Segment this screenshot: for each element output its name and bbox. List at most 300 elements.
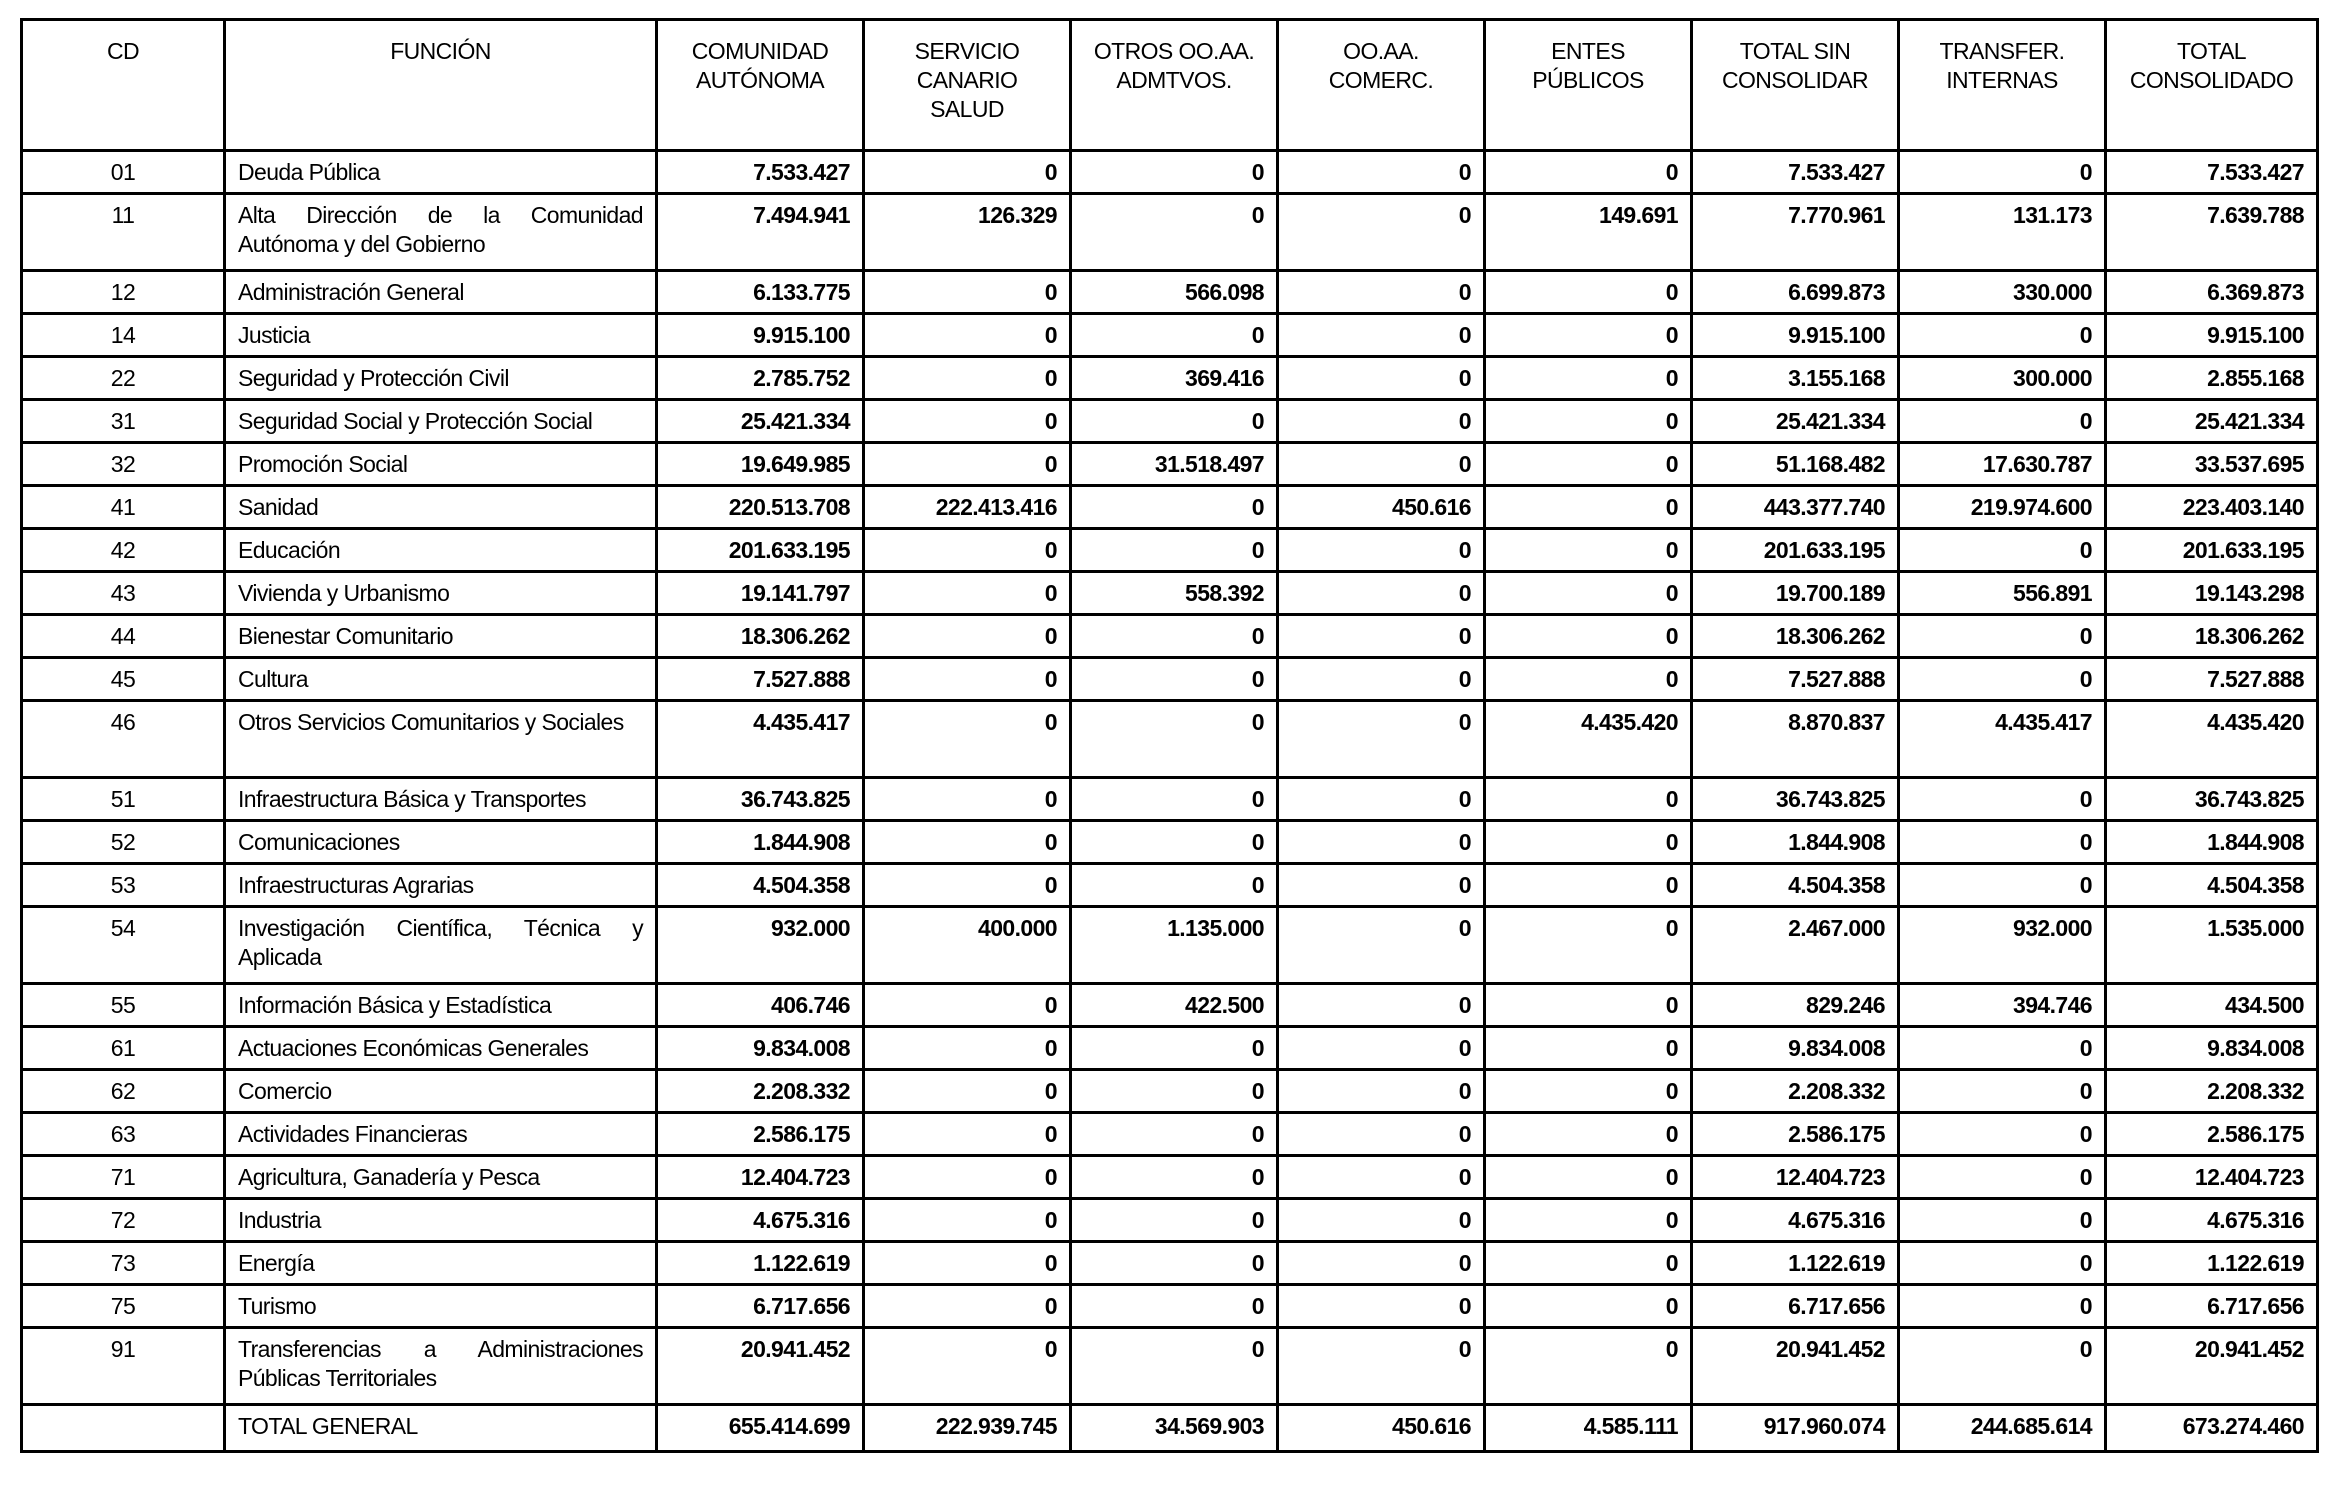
cell-value: 4.675.316 [657,1199,864,1242]
cell-cd: 43 [22,572,225,615]
cell-value: 0 [864,1113,1071,1156]
total-value: 673.274.460 [2106,1405,2318,1452]
cell-value: 0 [1278,1113,1485,1156]
cell-funcion: Educación [225,529,657,572]
cell-funcion: Seguridad y Protección Civil [225,357,657,400]
table-row [22,615,2318,658]
cell-value: 0 [1485,821,1692,864]
cell-cd: 71 [22,1156,225,1199]
cell-value: 0 [1071,864,1278,907]
cell-value: 6.717.656 [657,1285,864,1328]
cell-value: 0 [1278,1199,1485,1242]
cell-value: 422.500 [1071,984,1278,1027]
cell-value: 0 [1071,1070,1278,1113]
cell-value: 0 [1485,314,1692,357]
cell-value: 0 [1899,1199,2106,1242]
cell-funcion: Agricultura, Ganadería y Pesca [225,1156,657,1199]
cell-value: 51.168.482 [1692,443,1899,486]
cell-value: 369.416 [1071,357,1278,400]
cell-value: 443.377.740 [1692,486,1899,529]
cell-value: 0 [864,1285,1071,1328]
cell-cd: 22 [22,357,225,400]
cell-cd: 72 [22,1199,225,1242]
cell-value: 4.504.358 [2106,864,2318,907]
cell-value: 400.000 [864,907,1071,984]
cell-value: 0 [1485,1285,1692,1328]
table-row [22,658,2318,701]
cell-value: 7.527.888 [657,658,864,701]
cell-funcion: Bienestar Comunitario [225,615,657,658]
cell-value: 4.435.420 [1485,701,1692,778]
table-row [22,1113,2318,1156]
table-row [22,314,2318,357]
cell-funcion: Comercio [225,1070,657,1113]
cell-value: 0 [1071,1242,1278,1285]
cell-value: 0 [1485,357,1692,400]
header-row [22,20,2318,151]
cell-value: 0 [1278,314,1485,357]
budget-sheet [20,18,2316,1453]
cell-value: 0 [1485,1113,1692,1156]
cell-value: 0 [1485,443,1692,486]
cell-value: 0 [1278,778,1485,821]
cell-value: 36.743.825 [657,778,864,821]
cell-cd: 44 [22,615,225,658]
cell-value: 1.844.908 [1692,821,1899,864]
header-funcion: FUNCIÓN [225,20,657,151]
cell-value: 19.700.189 [1692,572,1899,615]
cell-value: 0 [1899,529,2106,572]
total-value: 655.414.699 [657,1405,864,1452]
cell-cd: 62 [22,1070,225,1113]
cell-value: 3.155.168 [1692,357,1899,400]
cell-funcion: Turismo [225,1285,657,1328]
cell-value: 0 [1485,529,1692,572]
total-value: 34.569.903 [1071,1405,1278,1452]
cell-value: 0 [1278,572,1485,615]
table-row [22,400,2318,443]
cell-value: 0 [1071,400,1278,443]
cell-value: 201.633.195 [2106,529,2318,572]
cell-value: 0 [1071,194,1278,271]
cell-value: 434.500 [2106,984,2318,1027]
cell-value: 0 [1278,1027,1485,1070]
cell-value: 932.000 [1899,907,2106,984]
cell-funcion: Alta Dirección de la Comunidad Autónoma y del Gobierno [225,194,657,271]
cell-value: 0 [864,1199,1071,1242]
cell-value: 0 [1485,1242,1692,1285]
cell-funcion: Administración General [225,271,657,314]
total-label: TOTAL GENERAL [225,1405,657,1452]
cell-funcion: Industria [225,1199,657,1242]
cell-value: 0 [864,821,1071,864]
cell-value: 1.844.908 [2106,821,2318,864]
cell-cd: 41 [22,486,225,529]
cell-value: 0 [1485,271,1692,314]
cell-value: 450.616 [1278,486,1485,529]
cell-value: 0 [1278,821,1485,864]
cell-value: 0 [1071,778,1278,821]
cell-value: 33.537.695 [2106,443,2318,486]
cell-value: 7.533.427 [1692,151,1899,194]
cell-value: 6.717.656 [1692,1285,1899,1328]
cell-value: 0 [864,1328,1071,1405]
cell-value: 0 [864,572,1071,615]
cell-value: 0 [1899,1242,2106,1285]
cell-value: 4.435.420 [2106,701,2318,778]
cell-value: 0 [1899,615,2106,658]
cell-cd: 12 [22,271,225,314]
cell-value: 1.122.619 [657,1242,864,1285]
table-row [22,529,2318,572]
cell-cd: 14 [22,314,225,357]
cell-value: 0 [864,443,1071,486]
table-row [22,984,2318,1027]
cell-value: 0 [1278,529,1485,572]
table-row [22,1156,2318,1199]
cell-value: 0 [864,778,1071,821]
cell-cd: 46 [22,701,225,778]
cell-funcion: Comunicaciones [225,821,657,864]
cell-value: 7.533.427 [657,151,864,194]
table-row [22,194,2318,271]
cell-value: 9.915.100 [2106,314,2318,357]
cell-value: 19.143.298 [2106,572,2318,615]
cell-value: 0 [1071,529,1278,572]
cell-value: 0 [1485,1199,1692,1242]
cell-value: 0 [1071,1285,1278,1328]
cell-value: 0 [1071,1199,1278,1242]
header-entes-publicos: ENTES PÚBLICOS [1485,20,1692,151]
table-row [22,701,2318,778]
cell-value: 0 [1278,400,1485,443]
cell-value: 0 [1899,1328,2106,1405]
cell-cd: 11 [22,194,225,271]
cell-cd: 53 [22,864,225,907]
cell-cd: 52 [22,821,225,864]
cell-value: 7.527.888 [2106,658,2318,701]
cell-value: 25.421.334 [1692,400,1899,443]
cell-value: 300.000 [1899,357,2106,400]
cell-value: 0 [864,271,1071,314]
cell-value: 0 [1899,151,2106,194]
cell-value: 0 [1485,864,1692,907]
cell-value: 9.834.008 [657,1027,864,1070]
cell-value: 2.586.175 [2106,1113,2318,1156]
cell-funcion: Infraestructura Básica y Transportes [225,778,657,821]
cell-value: 1.535.000 [2106,907,2318,984]
cell-value: 4.504.358 [657,864,864,907]
cell-value: 0 [1899,400,2106,443]
cell-funcion: Sanidad [225,486,657,529]
header-transfer-internas: TRANSFER. INTERNAS [1899,20,2106,151]
cell-value: 6.133.775 [657,271,864,314]
cell-value: 9.834.008 [2106,1027,2318,1070]
cell-value: 0 [864,1070,1071,1113]
cell-value: 2.785.752 [657,357,864,400]
cell-value: 0 [864,151,1071,194]
table-row [22,1027,2318,1070]
total-value: 4.585.111 [1485,1405,1692,1452]
cell-value: 0 [1485,572,1692,615]
cell-cd: 42 [22,529,225,572]
cell-value: 0 [1485,1027,1692,1070]
cell-value: 0 [1485,486,1692,529]
cell-value: 0 [1899,864,2106,907]
cell-value: 7.527.888 [1692,658,1899,701]
table-row [22,443,2318,486]
cell-value: 0 [1485,907,1692,984]
cell-value: 2.208.332 [2106,1070,2318,1113]
cell-value: 9.915.100 [657,314,864,357]
cell-value: 12.404.723 [1692,1156,1899,1199]
cell-value: 566.098 [1071,271,1278,314]
table-row [22,1328,2318,1405]
total-value: 450.616 [1278,1405,1485,1452]
table-row [22,271,2318,314]
total-value: 244.685.614 [1899,1405,2106,1452]
table-row [22,1242,2318,1285]
cell-value: 6.699.873 [1692,271,1899,314]
cell-value: 0 [1071,1027,1278,1070]
cell-value: 0 [1278,271,1485,314]
cell-value: 0 [1071,615,1278,658]
table-body [22,151,2318,1452]
cell-value: 18.306.262 [657,615,864,658]
cell-value: 7.770.961 [1692,194,1899,271]
cell-value: 0 [1278,907,1485,984]
cell-value: 223.403.140 [2106,486,2318,529]
cell-value: 4.435.417 [657,701,864,778]
cell-value: 829.246 [1692,984,1899,1027]
cell-cd: 63 [22,1113,225,1156]
cell-cd: 61 [22,1027,225,1070]
table-row [22,864,2318,907]
cell-value: 20.941.452 [1692,1328,1899,1405]
cell-value: 0 [1485,1156,1692,1199]
cell-value: 2.586.175 [1692,1113,1899,1156]
cell-value: 0 [1485,151,1692,194]
cell-funcion: Energía [225,1242,657,1285]
cell-value: 0 [864,314,1071,357]
cell-value: 0 [1278,443,1485,486]
cell-value: 0 [864,658,1071,701]
cell-value: 2.208.332 [1692,1070,1899,1113]
header-comunidad-autonoma: COMUNIDAD AUTÓNOMA [657,20,864,151]
cell-funcion: Otros Servicios Comunitarios y Sociales [225,701,657,778]
table-row [22,357,2318,400]
header-cd: CD [22,20,225,151]
cell-value: 9.915.100 [1692,314,1899,357]
cell-cd: 75 [22,1285,225,1328]
cell-value: 0 [1485,1328,1692,1405]
cell-value: 6.717.656 [2106,1285,2318,1328]
cell-value: 36.743.825 [2106,778,2318,821]
header-otros-ooaa-admtvos: OTROS OO.AA. ADMTVOS. [1071,20,1278,151]
total-cd [22,1405,225,1452]
cell-cd: 32 [22,443,225,486]
cell-value: 0 [1899,314,2106,357]
cell-value: 1.135.000 [1071,907,1278,984]
cell-value: 0 [1485,400,1692,443]
cell-value: 0 [1278,615,1485,658]
cell-value: 556.891 [1899,572,2106,615]
table-row [22,486,2318,529]
cell-value: 131.173 [1899,194,2106,271]
cell-value: 0 [864,357,1071,400]
cell-value: 0 [1485,658,1692,701]
cell-funcion: Información Básica y Estadística [225,984,657,1027]
cell-value: 0 [1278,1285,1485,1328]
cell-funcion: Promoción Social [225,443,657,486]
table-row [22,572,2318,615]
cell-value: 149.691 [1485,194,1692,271]
cell-value: 0 [1278,984,1485,1027]
cell-value: 18.306.262 [2106,615,2318,658]
cell-value: 0 [1071,701,1278,778]
cell-cd: 51 [22,778,225,821]
cell-funcion: Deuda Pública [225,151,657,194]
cell-value: 0 [864,1027,1071,1070]
cell-value: 0 [1899,821,2106,864]
cell-value: 12.404.723 [2106,1156,2318,1199]
cell-value: 4.675.316 [2106,1199,2318,1242]
cell-cd: 55 [22,984,225,1027]
cell-value: 0 [1485,615,1692,658]
cell-value: 0 [1071,821,1278,864]
cell-funcion: Transferencias a Administraciones Públicas Territoriales [225,1328,657,1405]
cell-value: 0 [1071,1156,1278,1199]
cell-cd: 54 [22,907,225,984]
cell-value: 0 [1071,151,1278,194]
cell-funcion: Actuaciones Económicas Generales [225,1027,657,1070]
cell-value: 0 [1485,778,1692,821]
cell-value: 0 [1278,658,1485,701]
cell-value: 0 [1278,1328,1485,1405]
cell-value: 0 [1071,1113,1278,1156]
cell-value: 0 [864,701,1071,778]
cell-value: 0 [1278,864,1485,907]
cell-funcion: Cultura [225,658,657,701]
table-row [22,1070,2318,1113]
cell-value: 0 [1071,314,1278,357]
header-servicio-canario-salud: SERVICIO CANARIO SALUD [864,20,1071,151]
cell-value: 0 [1899,1070,2106,1113]
cell-funcion: Investigación Científica, Técnica y Aplicada [225,907,657,984]
cell-value: 0 [864,1242,1071,1285]
cell-value: 0 [1071,1328,1278,1405]
cell-value: 0 [1899,778,2106,821]
cell-cd: 31 [22,400,225,443]
cell-value: 25.421.334 [2106,400,2318,443]
cell-cd: 45 [22,658,225,701]
cell-value: 0 [1899,1027,2106,1070]
total-value: 917.960.074 [1692,1405,1899,1452]
cell-value: 9.834.008 [1692,1027,1899,1070]
cell-funcion: Actividades Financieras [225,1113,657,1156]
cell-value: 1.844.908 [657,821,864,864]
cell-value: 0 [1278,194,1485,271]
cell-value: 8.870.837 [1692,701,1899,778]
cell-value: 0 [1278,1070,1485,1113]
cell-value: 0 [1278,357,1485,400]
cell-value: 31.518.497 [1071,443,1278,486]
cell-funcion: Seguridad Social y Protección Social [225,400,657,443]
cell-value: 7.639.788 [2106,194,2318,271]
table-row [22,151,2318,194]
cell-value: 0 [1278,151,1485,194]
cell-value: 17.630.787 [1899,443,2106,486]
cell-value: 1.122.619 [1692,1242,1899,1285]
cell-value: 4.435.417 [1899,701,2106,778]
cell-funcion: Infraestructuras Agrarias [225,864,657,907]
table-row [22,1199,2318,1242]
cell-cd: 91 [22,1328,225,1405]
table-row [22,778,2318,821]
cell-value: 0 [1485,984,1692,1027]
cell-value: 7.533.427 [2106,151,2318,194]
cell-value: 0 [1278,701,1485,778]
cell-funcion: Vivienda y Urbanismo [225,572,657,615]
cell-value: 25.421.334 [657,400,864,443]
cell-value: 558.392 [1071,572,1278,615]
cell-value: 20.941.452 [2106,1328,2318,1405]
cell-value: 126.329 [864,194,1071,271]
cell-value: 4.675.316 [1692,1199,1899,1242]
cell-value: 222.413.416 [864,486,1071,529]
table-row [22,1285,2318,1328]
cell-value: 0 [864,529,1071,572]
cell-value: 0 [1899,1113,2106,1156]
header-total-sin-consolidar: TOTAL SIN CONSOLIDAR [1692,20,1899,151]
cell-cd: 73 [22,1242,225,1285]
cell-value: 0 [1278,1242,1485,1285]
cell-value: 1.122.619 [2106,1242,2318,1285]
header-ooaa-comerc: OO.AA. COMERC. [1278,20,1485,151]
header-total-consolidado: TOTAL CONSOLIDADO [2106,20,2318,151]
cell-value: 201.633.195 [1692,529,1899,572]
cell-value: 4.504.358 [1692,864,1899,907]
cell-value: 2.467.000 [1692,907,1899,984]
cell-value: 2.855.168 [2106,357,2318,400]
cell-value: 219.974.600 [1899,486,2106,529]
cell-value: 7.494.941 [657,194,864,271]
cell-value: 19.141.797 [657,572,864,615]
cell-value: 0 [864,400,1071,443]
cell-value: 20.941.452 [657,1328,864,1405]
cell-value: 0 [864,1156,1071,1199]
cell-value: 2.208.332 [657,1070,864,1113]
total-value: 222.939.745 [864,1405,1071,1452]
cell-value: 0 [864,984,1071,1027]
cell-value: 2.586.175 [657,1113,864,1156]
cell-cd: 01 [22,151,225,194]
cell-value: 0 [1278,1156,1485,1199]
total-row [22,1405,2318,1452]
cell-value: 0 [1899,658,2106,701]
cell-value: 394.746 [1899,984,2106,1027]
cell-value: 0 [1485,1070,1692,1113]
cell-value: 19.649.985 [657,443,864,486]
table-row [22,821,2318,864]
cell-funcion: Justicia [225,314,657,357]
cell-value: 330.000 [1899,271,2106,314]
cell-value: 220.513.708 [657,486,864,529]
cell-value: 406.746 [657,984,864,1027]
cell-value: 0 [864,615,1071,658]
cell-value: 0 [1899,1285,2106,1328]
cell-value: 0 [864,864,1071,907]
